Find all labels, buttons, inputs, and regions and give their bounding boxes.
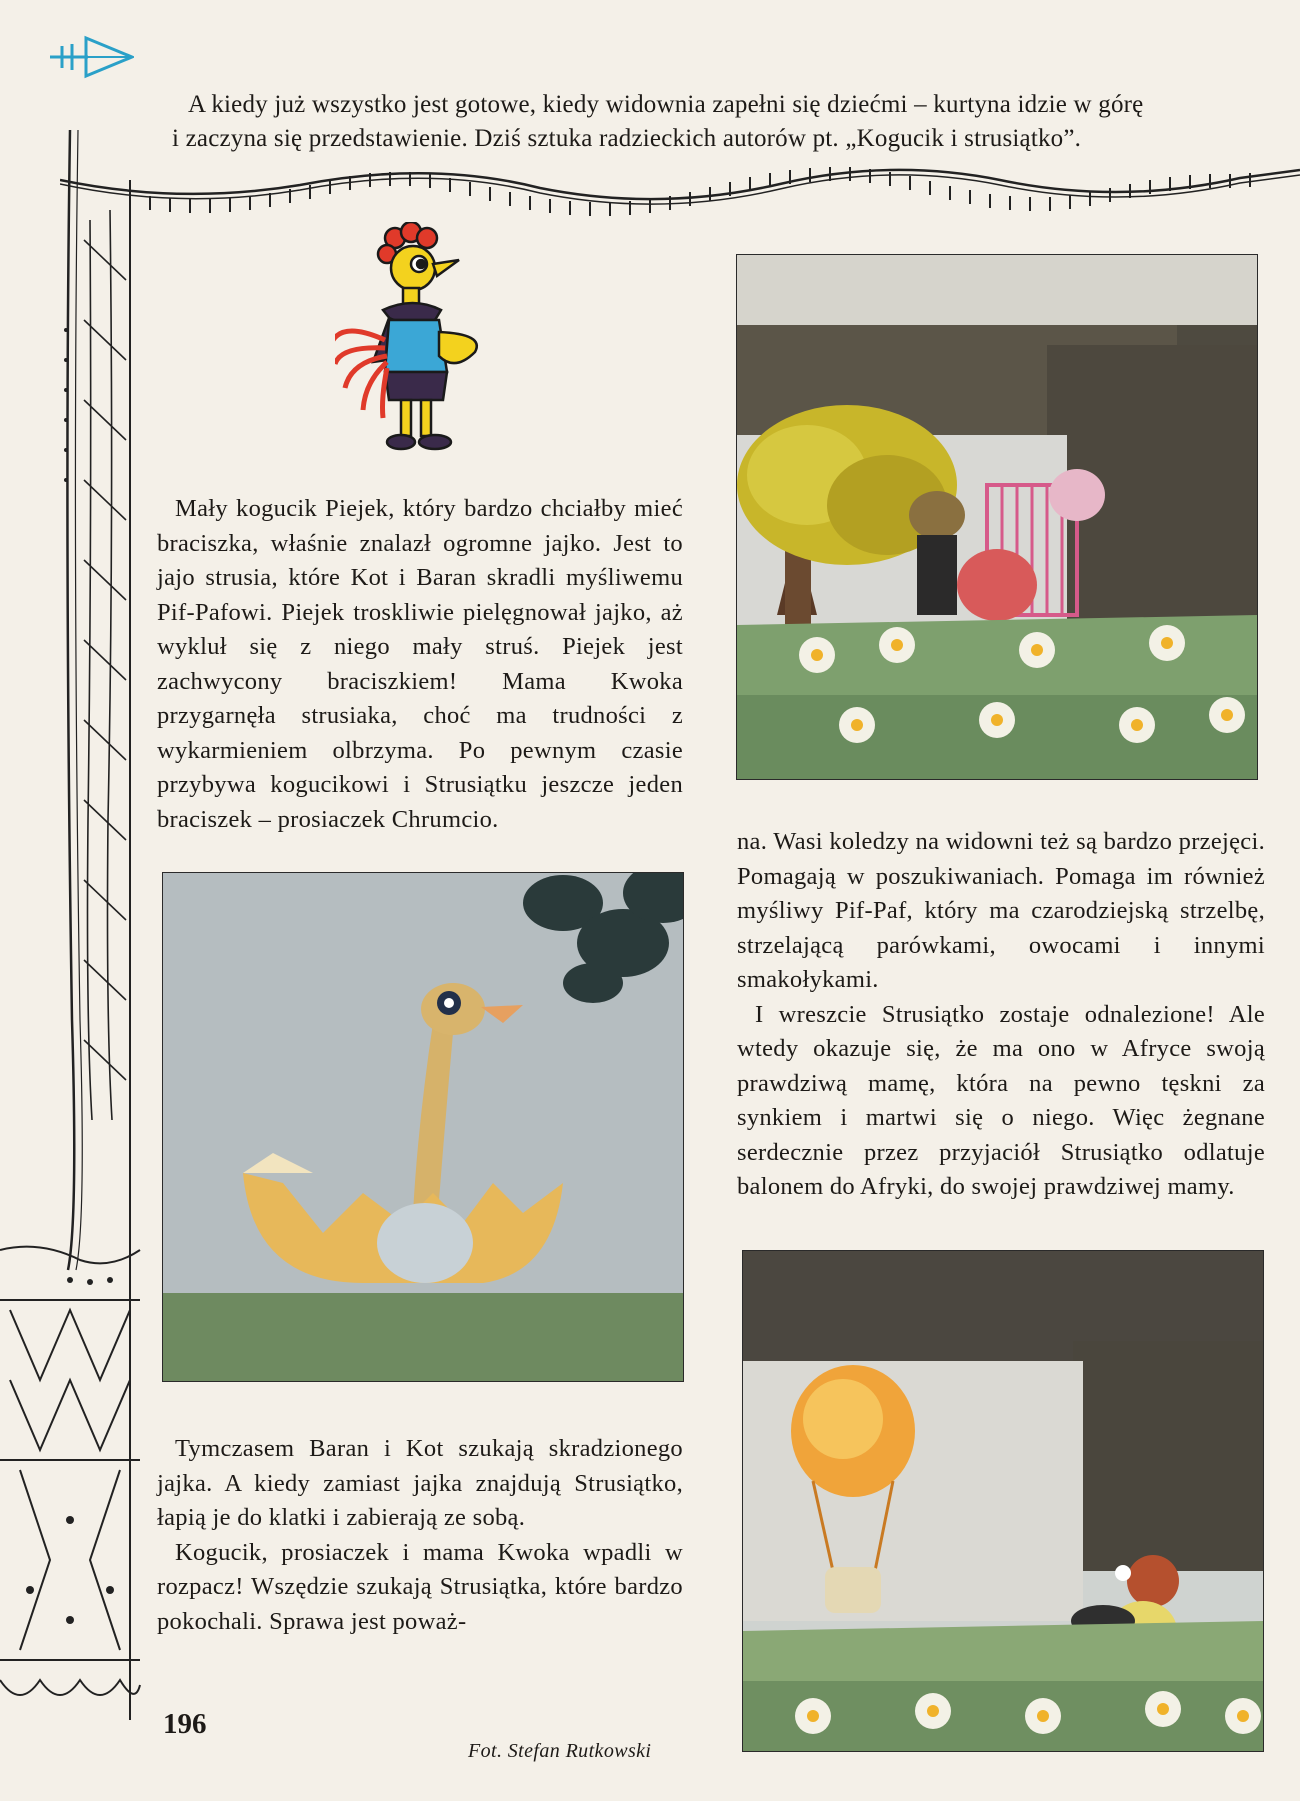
photo-stage-tree-cage bbox=[736, 254, 1258, 780]
photo-credit: Fot. Stefan Rutkowski bbox=[468, 1740, 652, 1762]
intro-line-1: A kiedy już wszystko jest gotowe, kiedy widownia zapełni się dziećmi – kurtyna idzie w górę bbox=[188, 91, 1144, 118]
paragraph-2-text: na. Wasi koledzy na widowni też są bardzo przejęci. Pomagają w poszukiwaniach. Pomaga im również myśliwy Pif-Paf, który ma czarodziejską strzelbę, strzelającą parówkami, owocami i innymi smakołykami. bbox=[737, 828, 1265, 993]
article-bottom-left-column bbox=[157, 1432, 683, 1639]
article-right-column bbox=[737, 825, 1265, 1205]
intro-line-2: i zaczyna się przedstawienie. Dziś sztuka radzieckich autorów pt. „Kogucik i strusiątko”. bbox=[172, 125, 1082, 152]
paragraph-4-text: Tymczasem Baran i Kot szukają skradzionego jajka. A kiedy zamiast jajka znajdują Strusiątko, łapią je do klatki i zabierają ze sobą. bbox=[157, 1435, 683, 1531]
article-paragraph-1 bbox=[157, 492, 683, 837]
photo-ostrich-hatching bbox=[162, 872, 684, 1382]
paragraph-1-text: Mały kogucik Piejek, który bardzo chciałby mieć braciszka, właśnie znalazł ogromne jajko. Jest to jajo strusia, które Kot i Baran skradli myśliwemu Pif-Pafowi. Piejek troskliwie pielęgnował jajko, aż wykluł się z niego mały struś. Piejek jest zachwycony braciszkiem! Mama Kwoka przygarnęła strusiaka, choć ma trudności z wykarmieniem olbrzyma. Po pewnym czasie przybywa kogucikowi i Strusiątku jeszcze jeden braciszek – prosiaczek Chrumcio. bbox=[157, 495, 683, 833]
rooster-cartoon-icon bbox=[335, 222, 505, 462]
paragraph-3-text: I wreszcie Strusiątko zostaje odnalezione! Ale wtedy okazuje się, że ma ono w Afryce swoją prawdziwą mamę, która na pewno tęskni za synkiem i martwi się o niego. Więc żegnane serdecznie przez przyjaciół Strusiątko odlatuje balonem do Afryki, do swojej prawdziwej mamy. bbox=[737, 1000, 1265, 1200]
photo-balloon-departure bbox=[742, 1250, 1264, 1752]
intro-text bbox=[172, 88, 1270, 156]
curtain-valance-drawing bbox=[60, 150, 1300, 230]
curtain-side-drawing bbox=[0, 120, 150, 1760]
page-number: 196 bbox=[163, 1708, 207, 1740]
paragraph-5-text: Kogucik, prosiaczek i mama Kwoka wpadli w rozpacz! Wszędzie szukają Strusiątka, które bardzo pokochali. Sprawa jest poważ- bbox=[157, 1538, 683, 1635]
arrow-ornament-icon bbox=[48, 34, 134, 80]
